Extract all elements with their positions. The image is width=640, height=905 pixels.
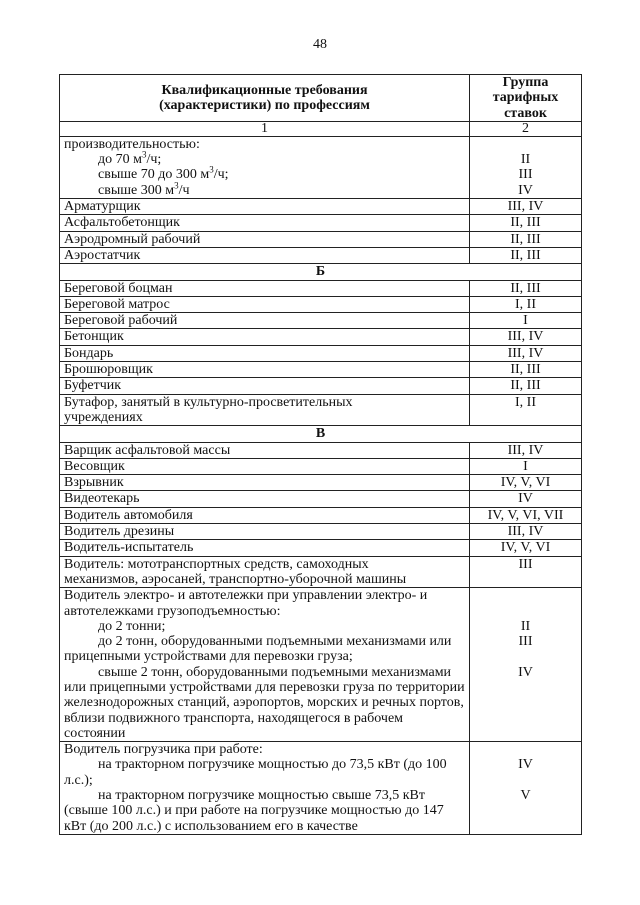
section-letter-v: В	[60, 426, 582, 442]
tariff-group: IV, V, VI	[470, 475, 582, 491]
table-row	[60, 491, 582, 507]
qualification-table	[59, 74, 582, 835]
profession-name: Бондарь	[60, 345, 470, 361]
continuation-cell: производительностью: до 70 $м^3/ч$; свыше 70 до 300 $м^3/ч$; свыше 300 $м^3/ч$	[60, 136, 470, 198]
table-row	[60, 199, 582, 215]
tariff-group: II, III	[470, 362, 582, 378]
profession-name: Аэродромный рабочий	[60, 231, 470, 247]
profession-name: Аэростатчик	[60, 247, 470, 263]
tariff-group: III	[470, 556, 582, 588]
column-number-1: 1	[60, 121, 470, 136]
profession-name: Арматурщик	[60, 199, 470, 215]
tariff-group: IV, V, VI, VII	[470, 507, 582, 523]
profession-name: Асфальтобетонщик	[60, 215, 470, 231]
tariff-group: II, III	[470, 247, 582, 263]
tariff-group: III, IV	[470, 524, 582, 540]
tariff-group: II, III	[470, 215, 582, 231]
profession-name: Видеотекарь	[60, 491, 470, 507]
profession-name: Водитель: мототранспортных средств, самоходных механизмов, аэросаней, транспортно-уборочной машины	[60, 556, 470, 588]
table-row	[60, 507, 582, 523]
page-number: 48	[313, 37, 327, 52]
table-row	[60, 231, 582, 247]
section-letter-b: Б	[60, 264, 582, 280]
table-row	[60, 524, 582, 540]
column-number-2: 2	[470, 121, 582, 136]
profession-name: Брошюровщик	[60, 362, 470, 378]
section-letter-row	[60, 264, 582, 280]
tariff-group: II, III	[470, 378, 582, 394]
table-row	[60, 362, 582, 378]
tariff-group: III, IV	[470, 329, 582, 345]
tariff-group: III, IV	[470, 345, 582, 361]
profession-name: Буфетчик	[60, 378, 470, 394]
profession-name: Водитель погрузчика при работе: на тракторном погрузчике мощностью до 73,5 кВт (до 100 л.с.); на тракторном погрузчике мощностью свыше 73,5 кВт (свыше 100 л.с.) и при работе на погрузчике мощностью до 147 кВт (до 200 л.с.) с использованием его в качестве	[60, 742, 470, 835]
table-row	[60, 540, 582, 556]
section-letter-row	[60, 426, 582, 442]
table-row	[60, 742, 582, 835]
table-row	[60, 378, 582, 394]
profession-name: Бетонщик	[60, 329, 470, 345]
table-row	[60, 475, 582, 491]
tariff-group: I, II	[470, 296, 582, 312]
tariff-group: II III IV	[470, 588, 582, 742]
table-row	[60, 556, 582, 588]
table-row	[60, 329, 582, 345]
list-item: свыше 70 до 300 $м^3/ч$;	[98, 164, 229, 183]
tariff-group: IV	[470, 491, 582, 507]
tariff-group: II, III	[470, 231, 582, 247]
table-row	[60, 458, 582, 474]
group-cell: II III IV	[470, 136, 582, 198]
column-number-row	[60, 121, 582, 136]
profession-name: Весовщик	[60, 458, 470, 474]
table-row	[60, 313, 582, 329]
tariff-group: I	[470, 313, 582, 329]
list-item: до 70 $м^3/ч$;	[98, 149, 162, 168]
profession-name: Взрывник	[60, 475, 470, 491]
tariff-group: I, II	[470, 394, 582, 426]
profession-name: Водитель дрезины	[60, 524, 470, 540]
profession-name: Водитель-испытатель	[60, 540, 470, 556]
table-row	[60, 588, 582, 742]
header-tariff-group: Группа тарифных ставок	[470, 75, 582, 122]
table-row	[60, 215, 582, 231]
profession-name: Бутафор, занятый в культурно-просветительных учреждениях	[60, 394, 470, 426]
profession-name: Береговой матрос	[60, 296, 470, 312]
tariff-group: III, IV	[470, 442, 582, 458]
profession-name: Варщик асфальтовой массы	[60, 442, 470, 458]
tariff-group: I	[470, 458, 582, 474]
list-item: свыше 300 $м^3/ч$	[98, 180, 190, 198]
table-row	[60, 136, 582, 198]
table-row	[60, 296, 582, 312]
table-row	[60, 247, 582, 263]
tariff-group: IV V	[470, 742, 582, 835]
tariff-group: II, III	[470, 280, 582, 296]
profession-name: Водитель автомобиля	[60, 507, 470, 523]
profession-name: Береговой боцман	[60, 280, 470, 296]
profession-name: Водитель электро- и автотележки при управлении электро- и автотележками грузоподъемностью: до 2 тонни; до 2 тонн, оборудованными подъемными механизмами или прицепными устройствами для перевозки груза; свыше 2 тонн, оборудованными подъемными механизмами или прицепными устройствами для перевозки груза по территории железнодорожных станций, аэропортов, морских и речных портов, вблизи подвижного транспорта, находящегося в рабочем состоянии	[60, 588, 470, 742]
tariff-group: III, IV	[470, 199, 582, 215]
profession-name: Береговой рабочий	[60, 313, 470, 329]
tariff-group: IV, V, VI	[470, 540, 582, 556]
table-row	[60, 394, 582, 426]
table-row	[60, 280, 582, 296]
table-row	[60, 345, 582, 361]
table-header-row	[60, 75, 582, 122]
table-row	[60, 442, 582, 458]
header-requirements: Квалификационные требования (характеристики) по профессиям	[60, 75, 470, 122]
